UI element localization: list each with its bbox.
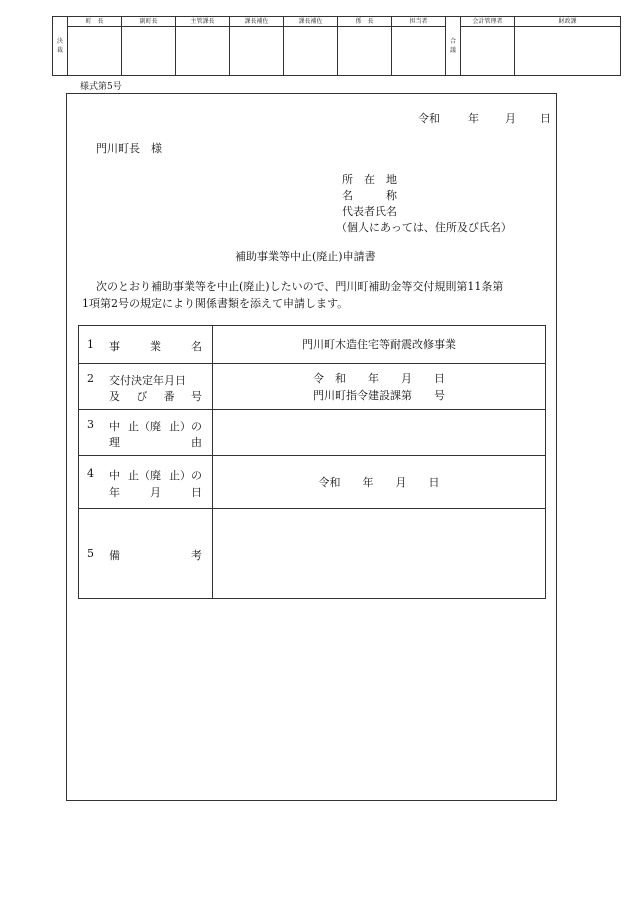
- row-label: 5 備 考: [79, 509, 213, 599]
- stamp-header: 係 長: [338, 17, 392, 27]
- stamp-box[interactable]: [515, 27, 621, 76]
- stamp-header: 主管課長: [176, 17, 230, 27]
- kessai-label: 決 裁: [53, 17, 68, 76]
- stamp-header: 課長補佐: [284, 17, 338, 27]
- remarks-value[interactable]: [213, 509, 546, 599]
- form-number: 様式第5号: [80, 82, 122, 92]
- discontinue-date-value[interactable]: 令和 年 月 日: [213, 456, 546, 509]
- stamp-box[interactable]: [392, 27, 446, 76]
- stamp-box[interactable]: [461, 27, 515, 76]
- table-row: [79, 509, 546, 599]
- stamp-header: 副町長: [122, 17, 176, 27]
- date-month: 月: [505, 112, 516, 125]
- body-line-2: 1項第2号の規定により関係書類を添えて申請します。: [82, 297, 349, 310]
- date-year: 年: [468, 112, 479, 125]
- date-era: 令和: [418, 112, 440, 125]
- table-row: [79, 410, 546, 456]
- application-table: [78, 325, 546, 599]
- stamp-box[interactable]: [122, 27, 176, 76]
- stamp-box[interactable]: [338, 27, 392, 76]
- stamp-box[interactable]: [230, 27, 284, 76]
- gogi-label: 合 議: [446, 17, 461, 76]
- stamp-header: 担当者: [392, 17, 446, 27]
- stamp-header: 町 長: [68, 17, 122, 27]
- decision-date-value[interactable]: 令 和 年 月 日 門川町指令建設課第 号: [213, 364, 546, 410]
- row-label: 3 中 止（廃 止）の 理 由: [79, 410, 213, 456]
- address-label: 所 在 地: [342, 173, 397, 186]
- addressee: 門川町長 様: [96, 142, 162, 155]
- stamp-box[interactable]: [176, 27, 230, 76]
- representative-label: 代表者氏名: [342, 205, 397, 218]
- date-day: 日: [540, 112, 551, 125]
- body-line-1: 次のとおり補助事業等を中止(廃止)したいので、門川町補助金等交付規則第11条第: [96, 280, 504, 293]
- stamp-box[interactable]: [68, 27, 122, 76]
- stamp-header: 課長補佐: [230, 17, 284, 27]
- stamp-box[interactable]: [284, 27, 338, 76]
- name-label: 名 称: [342, 189, 397, 202]
- row-label: 1 事 業 名: [79, 326, 213, 364]
- project-name-value[interactable]: 門川町木造住宅等耐震改修事業: [213, 326, 546, 364]
- row-label: 4 中 止（廃 止）の 年 月 日: [79, 456, 213, 509]
- table-row: [79, 456, 546, 509]
- table-row: [79, 364, 546, 410]
- approval-stamp-table: [52, 16, 621, 76]
- reason-value[interactable]: [213, 410, 546, 456]
- individual-note: （個人にあっては、住所及び氏名）: [336, 221, 512, 234]
- stamp-header: 会計管理者: [461, 17, 515, 27]
- document-title: 補助事業等中止(廃止)申請書: [235, 250, 376, 263]
- table-row: [79, 326, 546, 364]
- row-label: 2 交付決定年月日 及 び 番 号: [79, 364, 213, 410]
- stamp-header: 財政課: [515, 17, 621, 27]
